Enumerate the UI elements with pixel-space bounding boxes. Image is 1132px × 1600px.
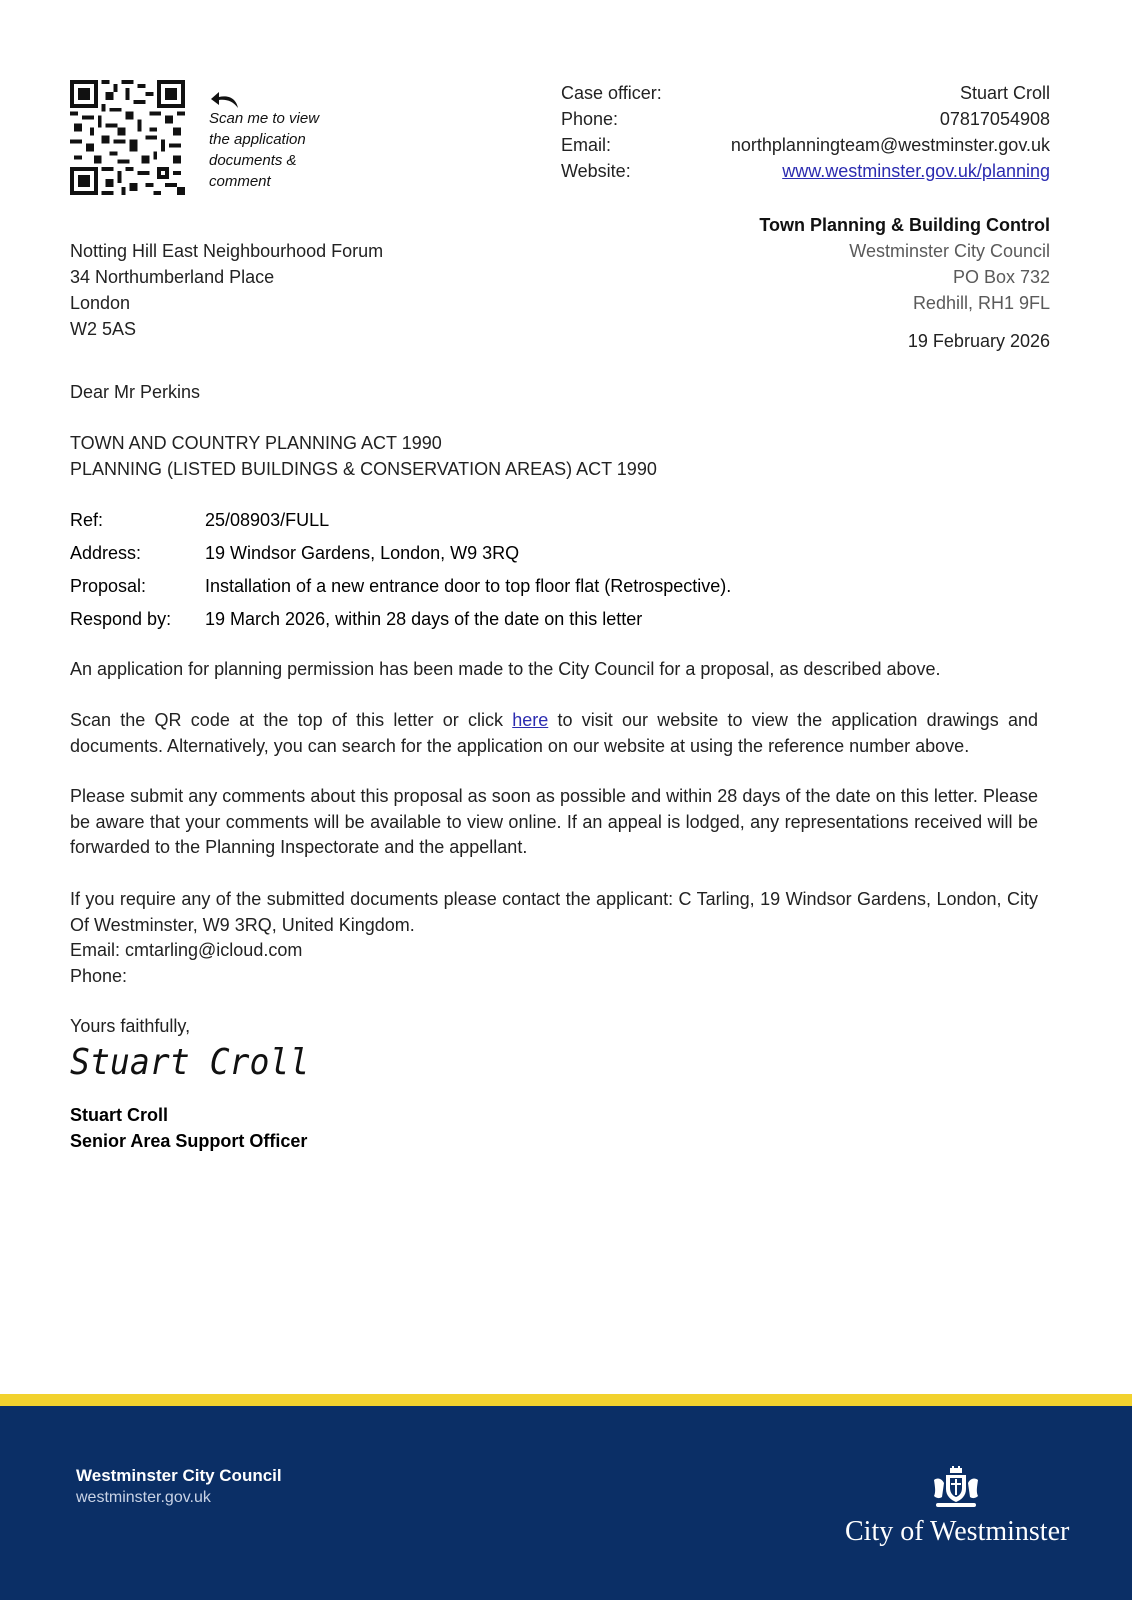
department-name: Town Planning & Building Control xyxy=(759,215,1050,235)
crest-icon xyxy=(928,1466,984,1508)
qr-code[interactable] xyxy=(70,80,185,195)
curved-arrow-icon xyxy=(210,88,240,110)
recipient-address: Notting Hill East Neighbourhood Forum 34 Northumberland Place London W2 5AS xyxy=(70,241,384,339)
paragraph-comments: Please submit any comments about this proposal as soon as possible and within 28 days of the date on this letter. Please be aware that your comments will be available to view online. If an appeal is lodged, any representations received will be forwarded to the Planning Inspectorate and the appellant. xyxy=(70,786,1038,857)
phone-row: Phone: 07817054908 xyxy=(561,109,1050,129)
signer-block xyxy=(70,1102,307,1154)
detail-row-ref: Ref: 25/08903/FULL xyxy=(70,510,330,530)
detail-row-address: Address: 19 Windsor Gardens, London, W9 3RQ xyxy=(70,543,520,563)
website-link[interactable]: www.westminster.gov.uk/planning xyxy=(782,161,1050,181)
case-officer-row: Case officer: Stuart Croll xyxy=(561,83,1050,103)
signer-title: Senior Area Support Officer xyxy=(70,1131,308,1151)
detail-row-proposal: Proposal: Installation of a new entrance door to top floor flat (Retrospective). xyxy=(70,576,732,596)
qr-caption: Scan me to view the application documents & comment xyxy=(209,110,320,190)
letter-date: 19 February 2026 xyxy=(907,331,1050,351)
detail-row-respond-by: Respond by: 19 March 2026, within 28 days of the date on this letter xyxy=(70,609,643,629)
signer-name: Stuart Croll xyxy=(70,1105,169,1125)
footer-council-name: Westminster City Council xyxy=(76,1466,282,1485)
email-row: Email: northplanningteam@westminster.gov.uk xyxy=(561,135,1050,155)
paragraph-intro: An application for planning permission has been made to the City Council for a proposal, as described above. xyxy=(70,659,941,679)
paragraph-view-documents: Scan the QR code at the top of this letter or click here to visit our website to view the application drawings and documents. Alternatively, you can search for the application on our website at using the reference number above. xyxy=(70,710,1038,756)
footer-stripe xyxy=(0,1394,1132,1406)
here-link[interactable]: here xyxy=(512,710,549,730)
legislation-heading: TOWN AND COUNTRY PLANNING ACT 1990 PLANNING (LISTED BUILDINGS & CONSERVATION AREAS) ACT 1990 xyxy=(70,433,657,479)
application-details xyxy=(70,507,731,639)
council-address: Town Planning & Building Control Westminster City Council PO Box 732 Redhill, RH1 9FL xyxy=(759,212,1050,316)
paragraph-applicant-contact: If you require any of the submitted documents please contact the applicant: C Tarling, 19 Windsor Gardens, London, City Of Westminster, W9 3RQ, United Kingdom. Email: cmtarling@icloud.com Phone: xyxy=(70,889,1038,986)
city-of-westminster-logo: City of Westminster xyxy=(845,1516,1070,1547)
website-row: Website: www.westminster.gov.uk/planning xyxy=(561,158,1050,184)
footer-council-url: westminster.gov.uk xyxy=(76,1489,211,1506)
closing: Yours faithfully, xyxy=(70,1016,191,1036)
signature: Stuart Croll xyxy=(70,1042,310,1083)
salutation: Dear Mr Perkins xyxy=(70,382,201,402)
case-officer-block xyxy=(561,80,1050,184)
